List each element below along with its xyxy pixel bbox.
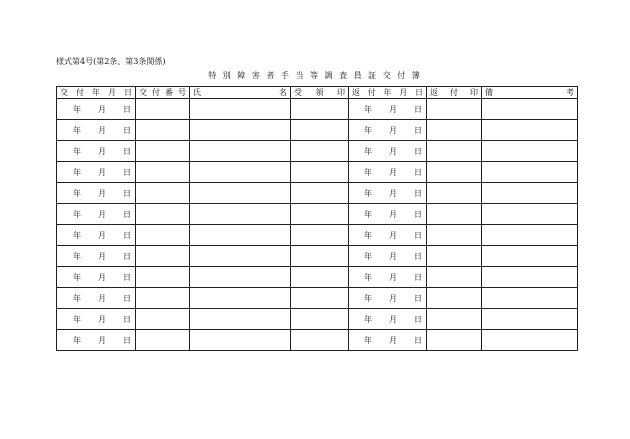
issue-number-cell[interactable] (136, 309, 190, 330)
date-unit-label: 日 (414, 251, 422, 261)
date-unit-label: 年 (73, 251, 81, 261)
issue-date-cell[interactable] (57, 204, 136, 225)
date-unit-label: 年 (73, 314, 81, 324)
date-unit-label: 月 (98, 314, 106, 324)
name-cell[interactable] (190, 204, 291, 225)
return-date-cell[interactable] (349, 246, 427, 267)
return-seal-cell[interactable] (427, 162, 482, 183)
name-cell[interactable] (190, 99, 291, 120)
return-seal-cell[interactable] (427, 225, 482, 246)
date-unit-label: 月 (389, 314, 397, 324)
date-unit-label: 年 (364, 104, 372, 114)
issue-number-cell[interactable] (136, 267, 190, 288)
date-unit-label: 月 (98, 125, 106, 135)
date-unit-label: 月 (389, 167, 397, 177)
return-date-cell[interactable] (349, 141, 427, 162)
header-char: 付 (76, 88, 84, 97)
date-unit-label: 月 (98, 293, 106, 303)
header-char: 考 (566, 88, 574, 97)
return-date-cell[interactable] (349, 204, 427, 225)
header-char: 付 (367, 88, 376, 97)
return-date-cell[interactable] (349, 288, 427, 309)
issue-date-cell[interactable] (57, 288, 136, 309)
name-cell[interactable] (190, 330, 291, 351)
date-unit-label: 日 (414, 335, 422, 345)
form-label: 様式第4号(第2条、第3条関係) (56, 57, 166, 66)
date-unit-label: 年 (73, 167, 81, 177)
remarks-cell[interactable] (482, 141, 578, 162)
issue-date-cell[interactable] (57, 330, 136, 351)
header-char: 交 (139, 88, 147, 97)
header-char: 付 (450, 88, 458, 97)
header-char: 番 (165, 88, 173, 97)
table-row (57, 204, 578, 225)
receipt-seal-cell[interactable] (291, 330, 349, 351)
issue-date-cell[interactable] (57, 183, 136, 204)
register-table (56, 86, 578, 351)
table-row (57, 288, 578, 309)
table-row (57, 309, 578, 330)
date-unit-label: 年 (73, 104, 81, 114)
table-row (57, 141, 578, 162)
date-unit-label: 月 (389, 335, 397, 345)
header-char: 交 (60, 88, 68, 97)
table-row (57, 183, 578, 204)
header-issue-number (136, 87, 190, 99)
date-unit-label: 年 (73, 188, 81, 198)
table-row (57, 225, 578, 246)
return-date-cell[interactable] (349, 120, 427, 141)
table-row (57, 99, 578, 120)
table-row (57, 267, 578, 288)
date-unit-label: 年 (364, 125, 372, 135)
date-unit-label: 日 (123, 230, 131, 240)
header-char: 氏 (193, 88, 201, 97)
header-char: 日 (415, 88, 423, 97)
date-unit-label: 日 (123, 314, 131, 324)
receipt-seal-cell[interactable] (291, 183, 349, 204)
issue-number-cell[interactable] (136, 330, 190, 351)
date-unit-label: 日 (123, 146, 131, 156)
date-unit-label: 年 (73, 146, 81, 156)
date-unit-label: 日 (123, 188, 131, 198)
date-unit-label: 年 (364, 293, 372, 303)
name-cell[interactable] (190, 141, 291, 162)
header-issue-date (57, 87, 136, 99)
issue-number-cell[interactable] (136, 183, 190, 204)
remarks-cell[interactable] (482, 162, 578, 183)
date-unit-label: 月 (98, 146, 106, 156)
header-char: 返 (430, 88, 438, 97)
header-char: 付 (152, 88, 160, 97)
receipt-seal-cell[interactable] (291, 141, 349, 162)
return-seal-cell[interactable] (427, 246, 482, 267)
issue-number-cell[interactable] (136, 120, 190, 141)
return-seal-cell[interactable] (427, 141, 482, 162)
date-unit-label: 年 (73, 230, 81, 240)
remarks-cell[interactable] (482, 330, 578, 351)
date-unit-label: 日 (414, 272, 422, 282)
form-title: 特 別 障 害 者 手 当 等 調 査 員 証 交 付 簿 (208, 71, 422, 80)
return-date-cell[interactable] (349, 162, 427, 183)
date-unit-label: 月 (389, 188, 397, 198)
header-char: 返 (352, 88, 360, 97)
date-unit-label: 年 (364, 335, 372, 345)
header-char: 印 (470, 88, 478, 97)
receipt-seal-cell[interactable] (291, 309, 349, 330)
return-seal-cell[interactable] (427, 204, 482, 225)
header-char: 印 (337, 88, 345, 97)
header-return-date (349, 87, 427, 99)
return-seal-cell[interactable] (427, 267, 482, 288)
date-unit-label: 年 (364, 230, 372, 240)
date-unit-label: 月 (98, 167, 106, 177)
remarks-cell[interactable] (482, 120, 578, 141)
issue-date-cell[interactable] (57, 162, 136, 183)
receipt-seal-cell[interactable] (291, 246, 349, 267)
date-unit-label: 年 (364, 314, 372, 324)
header-char: 年 (92, 88, 100, 97)
header-name (190, 87, 291, 99)
date-unit-label: 日 (414, 104, 422, 114)
date-unit-label: 日 (414, 146, 422, 156)
return-seal-cell[interactable] (427, 309, 482, 330)
return-seal-cell[interactable] (427, 99, 482, 120)
name-cell[interactable] (190, 162, 291, 183)
remarks-cell[interactable] (482, 225, 578, 246)
receipt-seal-cell[interactable] (291, 225, 349, 246)
return-seal-cell[interactable] (427, 183, 482, 204)
name-cell[interactable] (190, 246, 291, 267)
date-unit-label: 年 (364, 167, 372, 177)
remarks-cell[interactable] (482, 267, 578, 288)
date-unit-label: 月 (389, 251, 397, 261)
issue-date-cell[interactable] (57, 246, 136, 267)
header-char: 年 (383, 88, 392, 97)
date-unit-label: 日 (414, 125, 422, 135)
issue-number-cell[interactable] (136, 225, 190, 246)
date-unit-label: 日 (123, 293, 131, 303)
name-cell[interactable] (190, 309, 291, 330)
return-date-cell[interactable] (349, 183, 427, 204)
date-unit-label: 月 (98, 251, 106, 261)
date-unit-label: 月 (389, 293, 397, 303)
date-unit-label: 年 (364, 272, 372, 282)
header-row (57, 87, 578, 99)
issue-number-cell[interactable] (136, 246, 190, 267)
name-cell[interactable] (190, 120, 291, 141)
table-row (57, 162, 578, 183)
date-unit-label: 日 (123, 251, 131, 261)
issue-number-cell[interactable] (136, 141, 190, 162)
date-unit-label: 日 (123, 272, 131, 282)
return-seal-cell[interactable] (427, 288, 482, 309)
date-unit-label: 日 (123, 125, 131, 135)
header-char: 備 (485, 88, 493, 97)
header-receipt-seal (291, 87, 349, 99)
date-unit-label: 日 (414, 167, 422, 177)
header-char: 領 (315, 88, 324, 97)
name-cell[interactable] (190, 183, 291, 204)
date-unit-label: 月 (389, 230, 397, 240)
date-unit-label: 日 (123, 167, 131, 177)
return-seal-cell[interactable] (427, 330, 482, 351)
return-date-cell[interactable] (349, 309, 427, 330)
date-unit-label: 日 (123, 335, 131, 345)
return-date-cell[interactable] (349, 267, 427, 288)
name-cell[interactable] (190, 225, 291, 246)
issue-date-cell[interactable] (57, 225, 136, 246)
date-unit-label: 月 (98, 209, 106, 219)
date-unit-label: 年 (364, 188, 372, 198)
name-cell[interactable] (190, 267, 291, 288)
date-unit-label: 月 (389, 272, 397, 282)
table-row (57, 330, 578, 351)
remarks-cell[interactable] (482, 309, 578, 330)
header-char: 号 (178, 88, 186, 97)
date-unit-label: 年 (364, 146, 372, 156)
date-unit-label: 日 (414, 188, 422, 198)
date-unit-label: 日 (123, 209, 131, 219)
header-char: 月 (399, 88, 408, 97)
header-remarks (482, 87, 578, 99)
issue-date-cell[interactable] (57, 141, 136, 162)
issue-date-cell[interactable] (57, 99, 136, 120)
date-unit-label: 年 (73, 209, 81, 219)
name-cell[interactable] (190, 288, 291, 309)
receipt-seal-cell[interactable] (291, 120, 349, 141)
date-unit-label: 月 (389, 146, 397, 156)
date-unit-label: 日 (414, 293, 422, 303)
date-unit-label: 月 (389, 104, 397, 114)
issue-number-cell[interactable] (136, 99, 190, 120)
date-unit-label: 日 (414, 230, 422, 240)
receipt-seal-cell[interactable] (291, 267, 349, 288)
issue-number-cell[interactable] (136, 204, 190, 225)
remarks-cell[interactable] (482, 246, 578, 267)
date-unit-label: 年 (73, 272, 81, 282)
issue-number-cell[interactable] (136, 162, 190, 183)
header-char: 月 (108, 88, 116, 97)
date-unit-label: 月 (98, 272, 106, 282)
receipt-seal-cell[interactable] (291, 99, 349, 120)
date-unit-label: 日 (123, 104, 131, 114)
remarks-cell[interactable] (482, 99, 578, 120)
date-unit-label: 月 (389, 209, 397, 219)
header-char: 名 (279, 88, 287, 97)
date-unit-label: 日 (414, 314, 422, 324)
date-unit-label: 月 (98, 335, 106, 345)
remarks-cell[interactable] (482, 204, 578, 225)
return-seal-cell[interactable] (427, 120, 482, 141)
remarks-cell[interactable] (482, 288, 578, 309)
receipt-seal-cell[interactable] (291, 204, 349, 225)
date-unit-label: 年 (364, 251, 372, 261)
date-unit-label: 月 (98, 104, 106, 114)
date-unit-label: 年 (364, 209, 372, 219)
date-unit-label: 月 (389, 125, 397, 135)
issue-date-cell[interactable] (57, 267, 136, 288)
issue-date-cell[interactable] (57, 309, 136, 330)
return-date-cell[interactable] (349, 99, 427, 120)
header-return-seal (427, 87, 482, 99)
date-unit-label: 年 (73, 293, 81, 303)
receipt-seal-cell[interactable] (291, 288, 349, 309)
remarks-cell[interactable] (482, 183, 578, 204)
header-char: 受 (294, 88, 302, 97)
return-date-cell[interactable] (349, 330, 427, 351)
date-unit-label: 年 (73, 125, 81, 135)
header-char: 日 (124, 88, 132, 97)
issue-date-cell[interactable] (57, 120, 136, 141)
date-unit-label: 日 (414, 209, 422, 219)
table-row (57, 120, 578, 141)
receipt-seal-cell[interactable] (291, 162, 349, 183)
table-row (57, 246, 578, 267)
date-unit-label: 月 (98, 188, 106, 198)
date-unit-label: 月 (98, 230, 106, 240)
issue-number-cell[interactable] (136, 288, 190, 309)
return-date-cell[interactable] (349, 225, 427, 246)
date-unit-label: 年 (73, 335, 81, 345)
